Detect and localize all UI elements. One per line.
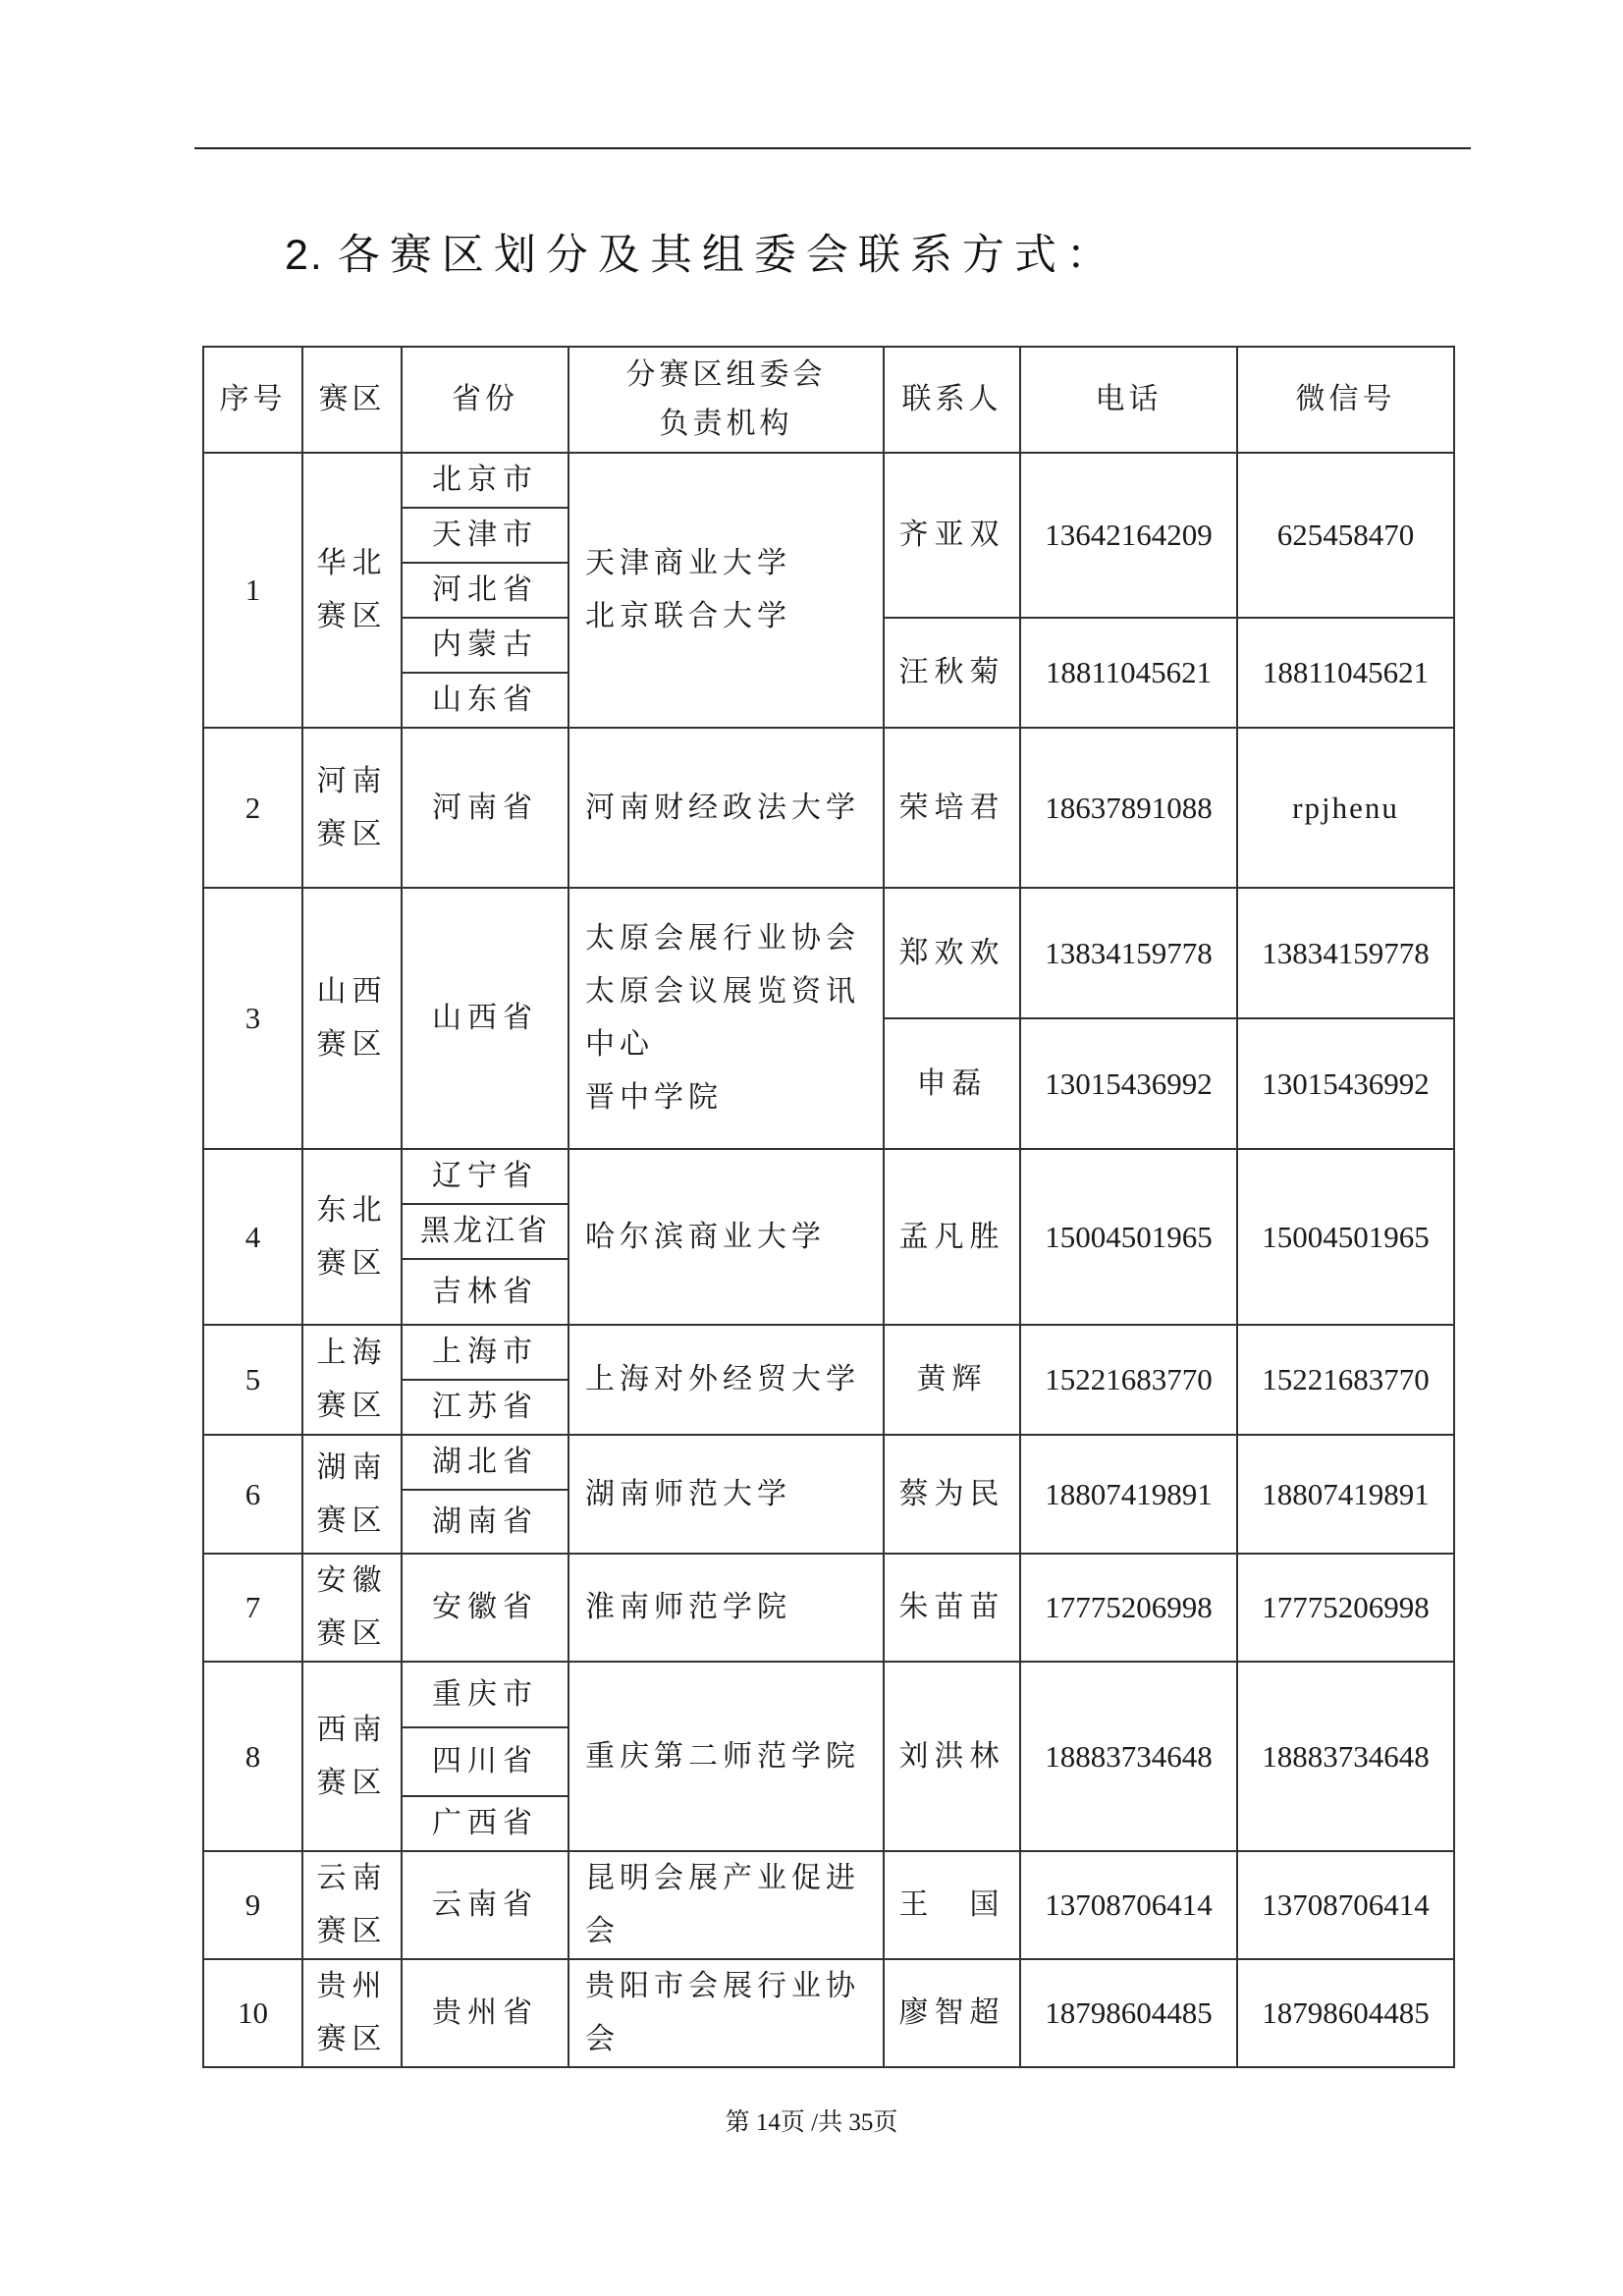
- org-line: 太原会议展览资讯: [585, 974, 860, 1009]
- table-row: [203, 1851, 1454, 1959]
- zone-line2: 赛区: [316, 1389, 388, 1423]
- contact-name: 汪秋菊: [884, 618, 1020, 728]
- row-zone: [302, 1325, 402, 1435]
- table-row: [203, 1435, 1454, 1490]
- contact-table: [202, 346, 1455, 2068]
- heading-text: 各赛区划分及其组委会联系方式：: [337, 231, 1118, 280]
- row-zone: [302, 1435, 402, 1554]
- row-zone: [302, 1149, 402, 1325]
- contact-name: 荣培君: [884, 728, 1020, 888]
- org-cell: [568, 888, 884, 1149]
- contact-name: 廖智超: [884, 1959, 1020, 2067]
- zone-line1: 河南: [316, 763, 388, 798]
- contact-phone: 15004501965: [1020, 1149, 1237, 1325]
- org-line: 河南财经政法大学: [585, 790, 860, 825]
- org-cell: [568, 728, 884, 888]
- row-zone: [302, 1662, 402, 1851]
- header-org: [568, 347, 884, 453]
- contact-name: 蔡为民: [884, 1435, 1020, 1554]
- zone-line2: 赛区: [316, 1765, 388, 1800]
- zone-line2: 赛区: [316, 2022, 388, 2056]
- contact-wechat: 13834159778: [1237, 888, 1454, 1018]
- contact-name: 齐亚双: [884, 453, 1020, 618]
- zone-line1: 华北: [316, 546, 388, 580]
- header-wechat: 微信号: [1237, 347, 1454, 453]
- contact-wechat: 625458470: [1237, 453, 1454, 618]
- contact-phone: 18811045621: [1020, 618, 1237, 728]
- contact-phone: 18798604485: [1020, 1959, 1237, 2067]
- contact-wechat: 13708706414: [1237, 1851, 1454, 1959]
- org-line: 会: [585, 1914, 620, 1948]
- row-no: 5: [203, 1325, 302, 1435]
- org-line: 重庆第二师范学院: [585, 1738, 860, 1774]
- province-cell: 江苏省: [402, 1380, 568, 1435]
- province-cell: 内蒙古: [402, 618, 568, 673]
- zone-line1: 东北: [316, 1192, 388, 1228]
- org-line: 哈尔滨商业大学: [585, 1219, 826, 1254]
- row-no: 3: [203, 888, 302, 1149]
- org-cell: [568, 1851, 884, 1959]
- table-row: [203, 1662, 1454, 1727]
- province-cell: 上海市: [402, 1325, 568, 1380]
- org-cell: [568, 1325, 884, 1435]
- province-cell: 河南省: [402, 728, 568, 888]
- page-footer: 第 14页 /共 35页: [725, 2109, 898, 2136]
- org-cell: [568, 453, 884, 728]
- zone-line1: 湖南: [316, 1449, 388, 1485]
- row-zone: [302, 1851, 402, 1959]
- contact-phone: 17775206998: [1020, 1554, 1237, 1662]
- org-cell: [568, 1959, 884, 2067]
- table-row: [203, 888, 1454, 1018]
- contact-name: 郑欢欢: [884, 888, 1020, 1018]
- province-cell: 山东省: [402, 673, 568, 728]
- zone-line1: 安徽: [316, 1563, 388, 1598]
- row-no: 6: [203, 1435, 302, 1554]
- province-cell: 辽宁省: [402, 1149, 568, 1204]
- org-cell: [568, 1435, 884, 1554]
- province-cell: 贵州省: [402, 1959, 568, 2067]
- header-no: 序号: [203, 347, 302, 453]
- province-cell: 黑龙江省: [402, 1204, 568, 1259]
- zone-line1: 山西: [316, 974, 388, 1009]
- contact-wechat: 15221683770: [1237, 1325, 1454, 1435]
- zone-line2: 赛区: [316, 1616, 388, 1651]
- contact-wechat: 18807419891: [1237, 1435, 1454, 1554]
- province-cell: 北京市: [402, 453, 568, 508]
- org-line: 天津商业大学: [585, 546, 791, 580]
- zone-line2: 赛区: [316, 816, 388, 851]
- row-no: 4: [203, 1149, 302, 1325]
- contact-phone: 13015436992: [1020, 1018, 1237, 1149]
- row-no: 1: [203, 453, 302, 728]
- row-no: 9: [203, 1851, 302, 1959]
- province-cell: 安徽省: [402, 1554, 568, 1662]
- table-row: [203, 1325, 1454, 1380]
- contact-name: 黄辉: [884, 1325, 1020, 1435]
- row-zone: [302, 453, 402, 728]
- org-line: 贵阳市会展行业协: [585, 1969, 860, 2003]
- header-contact: 联系人: [884, 347, 1020, 453]
- province-cell: 湖南省: [402, 1490, 568, 1554]
- org-cell: [568, 1149, 884, 1325]
- zone-line2: 赛区: [316, 1503, 388, 1538]
- zone-line1: 贵州: [316, 1969, 388, 2003]
- contact-phone: 18883734648: [1020, 1662, 1237, 1851]
- row-zone: [302, 728, 402, 888]
- province-cell: 重庆市: [402, 1662, 568, 1727]
- header-org-line1: 分赛区组委会: [625, 357, 827, 392]
- contact-phone: 18637891088: [1020, 728, 1237, 888]
- row-no: 8: [203, 1662, 302, 1851]
- province-cell: 河北省: [402, 563, 568, 618]
- zone-line2: 赛区: [316, 1027, 388, 1062]
- contact-phone: 13834159778: [1020, 888, 1237, 1018]
- province-cell: 四川省: [402, 1727, 568, 1796]
- contact-name: 王 国: [884, 1851, 1020, 1959]
- province-cell: 湖北省: [402, 1435, 568, 1490]
- contact-name: 孟凡胜: [884, 1149, 1020, 1325]
- contact-wechat: 18811045621: [1237, 618, 1454, 728]
- contact-wechat: 18883734648: [1237, 1662, 1454, 1851]
- table-row: [203, 1149, 1454, 1204]
- org-line: 北京联合大学: [585, 599, 791, 633]
- header-rule: [194, 147, 1471, 149]
- contact-wechat: 17775206998: [1237, 1554, 1454, 1662]
- contact-wechat: 18798604485: [1237, 1959, 1454, 2067]
- contact-name: 刘洪林: [884, 1662, 1020, 1851]
- row-no: 10: [203, 1959, 302, 2067]
- org-line: 太原会展行业协会: [585, 921, 860, 956]
- province-cell: 云南省: [402, 1851, 568, 1959]
- org-line: 会: [585, 2022, 620, 2056]
- contact-phone: 18807419891: [1020, 1435, 1237, 1554]
- table-row: [203, 728, 1454, 888]
- header-org-line2: 负责机构: [659, 407, 793, 441]
- row-no: 7: [203, 1554, 302, 1662]
- org-line: 晋中学院: [585, 1080, 723, 1115]
- contact-phone: 13642164209: [1020, 453, 1237, 618]
- contact-phone: 15221683770: [1020, 1325, 1237, 1435]
- zone-line1: 上海: [316, 1336, 388, 1370]
- zone-line1: 西南: [316, 1712, 388, 1747]
- header-zone: 赛区: [302, 347, 402, 453]
- province-cell: 吉林省: [402, 1259, 568, 1325]
- org-line: 中心: [585, 1027, 654, 1062]
- org-line: 淮南师范学院: [585, 1590, 791, 1624]
- zone-line1: 云南: [316, 1861, 388, 1895]
- contact-wechat: 15004501965: [1237, 1149, 1454, 1325]
- table-row: [203, 1959, 1454, 2067]
- row-zone: [302, 1554, 402, 1662]
- table-row: [203, 453, 1454, 508]
- zone-line2: 赛区: [316, 1245, 388, 1281]
- org-line: 上海对外经贸大学: [585, 1362, 860, 1396]
- org-cell: [568, 1662, 884, 1851]
- org-cell: [568, 1554, 884, 1662]
- row-zone: [302, 1959, 402, 2067]
- zone-line2: 赛区: [316, 1914, 388, 1948]
- zone-line2: 赛区: [316, 599, 388, 633]
- header-province: 省份: [402, 347, 568, 453]
- contact-wechat: rpjhenu: [1237, 728, 1454, 888]
- header-phone: 电话: [1020, 347, 1237, 453]
- contact-name: 申磊: [884, 1018, 1020, 1149]
- province-cell: 广西省: [402, 1796, 568, 1851]
- table-row: [203, 1554, 1454, 1662]
- section-heading: [285, 222, 1118, 282]
- province-cell: 天津市: [402, 508, 568, 563]
- org-line: 湖南师范大学: [585, 1476, 791, 1511]
- province-cell: 山西省: [402, 888, 568, 1149]
- contact-wechat: 13015436992: [1237, 1018, 1454, 1149]
- heading-number: 2.: [285, 232, 324, 279]
- row-no: 2: [203, 728, 302, 888]
- contact-phone: 13708706414: [1020, 1851, 1237, 1959]
- row-zone: [302, 888, 402, 1149]
- table-header-row: [203, 347, 1454, 453]
- contact-name: 朱苗苗: [884, 1554, 1020, 1662]
- org-line: 昆明会展产业促进: [585, 1861, 860, 1895]
